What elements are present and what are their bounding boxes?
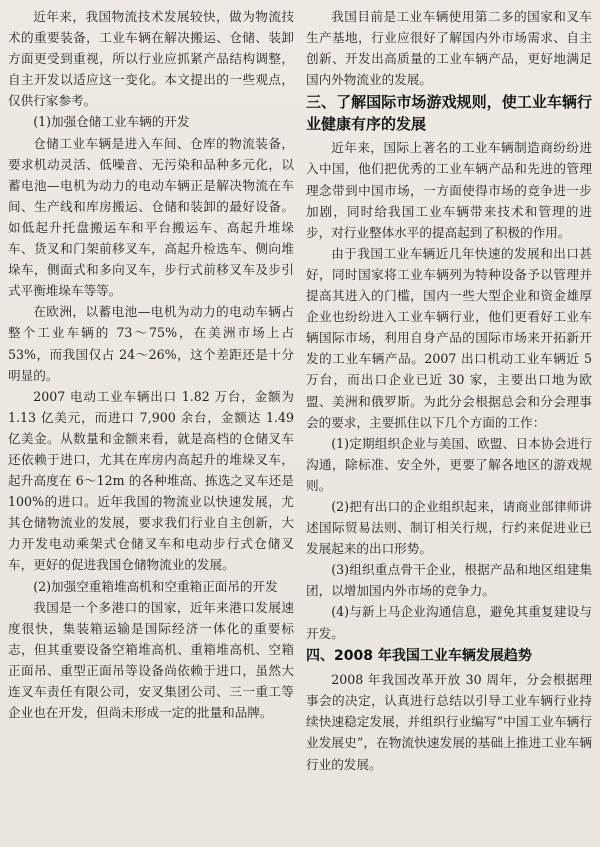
task-item-2: (2)把有出口的企业组织起来，请商业部律师讲述国际贸易法则、制订相关行规，行约来促进业已发展起来的出口形势。 xyxy=(306,498,592,557)
export-growth-paragraph: 由于我国工业车辆近几年快速的发展和出口甚好，同时国家将工业车辆列为特种设备予以管理并提高其进入的门槛，国内一些大型企业和资金雄厚企业也纷纷进入工业车辆行业，他们更看好工业车辆国际市场，利用自身产品的国际市场来开拓新开发的工业车辆产品。2007 出口机动工业车辆近 5 万台，而出口企业已近 30 家，主要出口地为欧盟、美洲和俄罗斯。为此分会根据总会和分会理事会的要求，主要抓住以下几个方面的工作： xyxy=(306,245,592,430)
section-three-heading: 三、了解国际市场游戏规则，使工业车辆行业健康有序的发展 xyxy=(306,93,592,133)
section-item-1-heading: (1)加强仓储工业车辆的开发 xyxy=(33,114,190,130)
europe-comparison-paragraph: 在欧洲，以蓄电池—电机为动力的电动车辆占整个工业车辆的 73～75%，在美洲市场上占 53%，而我国仅占 24～26%，这个差距还是十分明显的。 xyxy=(8,304,294,383)
export-import-paragraph: 2007 电动工业车辆出口 1.82 万台，金额为 1.13 亿美元，而进口 7,900 余台，金额达 1.49 亿美金。从数量和金额来看，就是高档的仓储叉车还依赖于进口，尤其在库房内高起升的堆垛叉车，起升高度在 6～12m 的各种堆高、拣选之叉车还是 100%的进口。近年我国的物流业以快速发展，尤其仓储物流业的发展，要求我们行业自主创新，大力开发电动乘架式仓储叉车和电动步行式仓储叉车，更好的促进我国仓储物流业的发展。 xyxy=(8,388,294,573)
section-four-heading: 四、2008 年我国工业车辆发展趋势 xyxy=(306,647,532,664)
foreign-makers-paragraph: 近年来，国际上著名的工业车辆制造商纷纷进入中国，他们把优秀的工业车辆产品和先进的管理理念带到中国市场，一方面使得市场的竞争进一步加剧，同时给我国工业车辆带来技术和管理的进步，对行业整体水平的提高起到了积极的作用。 xyxy=(306,140,592,240)
intro-paragraph: 近年来，我国物流技术发展较快，做为物流技术的重要装备，工业车辆在解决搬运、仓储、装卸方面更受到重视，所以行业应抓紧产品结构调整，自主开发以适应这一变化。本文提出的一些观点，仅供行家参考。 xyxy=(8,9,294,109)
trend-2008-paragraph: 2008 年我国改革开放 30 周年，分会根据理事会的决定，认真进行总结以引导工业车辆行业持续快速稳定发展，并组织行业编写“中国工业车辆行业发展史”，在物流快速发展的基础上推进工业车辆行业的发展。 xyxy=(306,672,592,772)
task-item-4: (4)与新上马企业沟通信息，避免其重复建设与开发。 xyxy=(306,604,592,641)
warehouse-vehicles-paragraph: 仓储工业车辆是进入车间、仓库的物流装备，要求机动灵活、低噪音、无污染和品种多元化，以蓄电池—电机为动力的电动车辆正是解决物流在车间、生产线和库房搬运、仓储和装卸的最好设备。如低起升托盘搬运车和平台搬运车、高起升堆垛车、货叉和门架前移叉车，高起升检选车、侧向堆垛车，侧面式和多向叉车，步行式前移叉车及步引式平衡堆垛车等等。 xyxy=(8,135,294,299)
task-item-3: (3)组织重点骨干企业，根据产品和地区组建集团，以增加国内外市场的竞争力。 xyxy=(306,562,592,599)
right-column xyxy=(306,6,592,775)
market-base-paragraph: 我国目前是工业车辆使用第二多的国家和叉车生产基地，行业应很好了解国内外市场需求、自主创新、开发出高质量的工业车辆产品，更好地满足国内外物流业的发展。 xyxy=(306,9,592,88)
section-item-2-heading: (2)加强空重箱堆高机和空重箱正面吊的开发 xyxy=(33,578,278,594)
left-column xyxy=(8,6,294,723)
port-equipment-paragraph: 我国是一个多港口的国家，近年来港口发展速度很快，集装箱运输是国际经济一体化的重要标志，但其重要设备空箱堆高机、重箱堆高机、空箱正面吊、重型正面吊等设备尚依赖于进口，虽然大连叉车责任有限公司，安叉集团公司、三一重工等企业也在开发，但尚未形成一定的批量和品牌。 xyxy=(8,599,294,721)
task-item-1: (1)定期组织企业与美国、欧盟、日本协会进行沟通，除标准、安全外，更要了解各地区的游戏规则。 xyxy=(306,435,592,493)
